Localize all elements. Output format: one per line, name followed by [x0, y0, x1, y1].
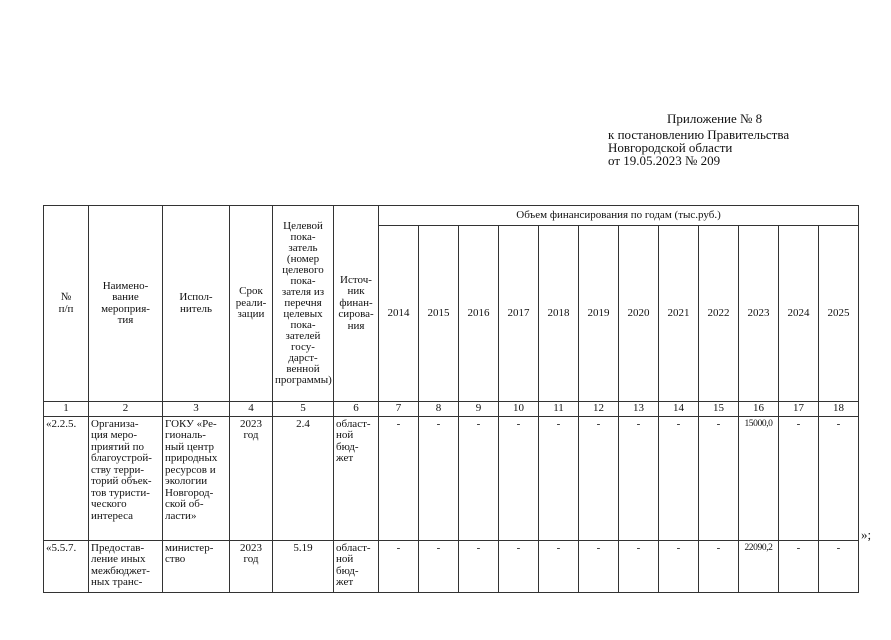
row-funding-value: -	[499, 416, 539, 540]
row-funding-value: -	[579, 416, 619, 540]
year-header: 2025	[819, 226, 859, 402]
row-funding-value: -	[379, 540, 419, 592]
column-number: 4	[230, 402, 273, 417]
row-funding-value: -	[499, 540, 539, 592]
row-funding-value: -	[779, 540, 819, 592]
year-header: 2024	[779, 226, 819, 402]
row-executor: министер- ство	[163, 540, 230, 592]
column-number: 6	[334, 402, 379, 417]
row-funding-source: област- ной бюд- жет	[334, 416, 379, 540]
column-number: 5	[273, 402, 334, 417]
year-header: 2022	[699, 226, 739, 402]
closing-quote: »;	[861, 527, 872, 542]
year-header: 2021	[659, 226, 699, 402]
row-number: «5.5.7.	[44, 540, 89, 592]
row-funding-value: 15000,0	[739, 416, 779, 540]
row-executor: ГОКУ «Ре- гиональ- ный центр природных ресурсов и экологии Новгород- ской об- ласти»	[163, 416, 230, 540]
column-number: 12	[579, 402, 619, 417]
year-header: 2020	[619, 226, 659, 402]
header-line-1: к постановлению Правительства	[608, 127, 790, 142]
year-header: 2016	[459, 226, 499, 402]
row-funding-value: -	[659, 416, 699, 540]
column-number: 14	[659, 402, 699, 417]
header-num: № п/п	[44, 206, 89, 402]
row-funding-value: -	[699, 416, 739, 540]
table-row	[44, 416, 859, 540]
row-funding-value: -	[699, 540, 739, 592]
column-number: 13	[619, 402, 659, 417]
year-header: 2014	[379, 226, 419, 402]
row-funding-value: -	[819, 540, 859, 592]
row-activity-name: Организа- ция меро- приятий по благоустрой- ству терри- торий объек- тов туристи- ческого интереса	[89, 416, 163, 540]
funding-table	[43, 205, 859, 593]
column-number: 7	[379, 402, 419, 417]
row-funding-value: -	[419, 416, 459, 540]
row-funding-value: -	[459, 416, 499, 540]
row-funding-source: област- ной бюд- жет	[334, 540, 379, 592]
row-term: 2023 год	[230, 416, 273, 540]
appendix-title: Приложение № 8	[667, 111, 763, 126]
row-term: 2023 год	[230, 540, 273, 592]
row-number: «2.2.5.	[44, 416, 89, 540]
column-number: 8	[419, 402, 459, 417]
row-funding-value: -	[779, 416, 819, 540]
year-header: 2017	[499, 226, 539, 402]
row-target-indicator: 5.19	[273, 540, 334, 592]
row-funding-value: -	[659, 540, 699, 592]
column-number: 1	[44, 402, 89, 417]
table-row	[44, 540, 859, 592]
header-funding: Объем финансирования по годам (тыс.руб.)	[379, 206, 859, 226]
row-funding-value: -	[579, 540, 619, 592]
header-name: Наимено- вание мероприя- тия	[89, 206, 163, 402]
header-line-2: Новгородской области	[608, 140, 733, 155]
year-header: 2015	[419, 226, 459, 402]
column-numbers-row	[44, 402, 859, 417]
column-number: 16	[739, 402, 779, 417]
row-funding-value: -	[419, 540, 459, 592]
header-term: Срок реали- зации	[230, 206, 273, 402]
row-activity-name: Предостав- ление иных межбюджет- ных транс-	[89, 540, 163, 592]
header-source: Источ- ник финан- сирова- ния	[334, 206, 379, 402]
column-number: 15	[699, 402, 739, 417]
column-number: 2	[89, 402, 163, 417]
row-target-indicator: 2.4	[273, 416, 334, 540]
row-funding-value: -	[619, 540, 659, 592]
document-header	[608, 112, 878, 167]
header-target: Целевой пока- затель (номер целевого пока- зателя из перечня целевых пока- зателей госу- дарст- венной программы)	[273, 206, 334, 402]
column-number: 10	[499, 402, 539, 417]
row-funding-value: 22090,2	[739, 540, 779, 592]
year-header: 2018	[539, 226, 579, 402]
row-funding-value: -	[819, 416, 859, 540]
column-number: 3	[163, 402, 230, 417]
header-line-3: от 19.05.2023 № 209	[608, 153, 721, 168]
row-funding-value: -	[459, 540, 499, 592]
year-header: 2023	[739, 226, 779, 402]
column-number: 17	[779, 402, 819, 417]
column-number: 18	[819, 402, 859, 417]
row-funding-value: -	[619, 416, 659, 540]
column-number: 9	[459, 402, 499, 417]
year-header: 2019	[579, 226, 619, 402]
column-number: 11	[539, 402, 579, 417]
header-executor: Испол- нитель	[163, 206, 230, 402]
row-funding-value: -	[539, 416, 579, 540]
row-funding-value: -	[539, 540, 579, 592]
row-funding-value: -	[379, 416, 419, 540]
